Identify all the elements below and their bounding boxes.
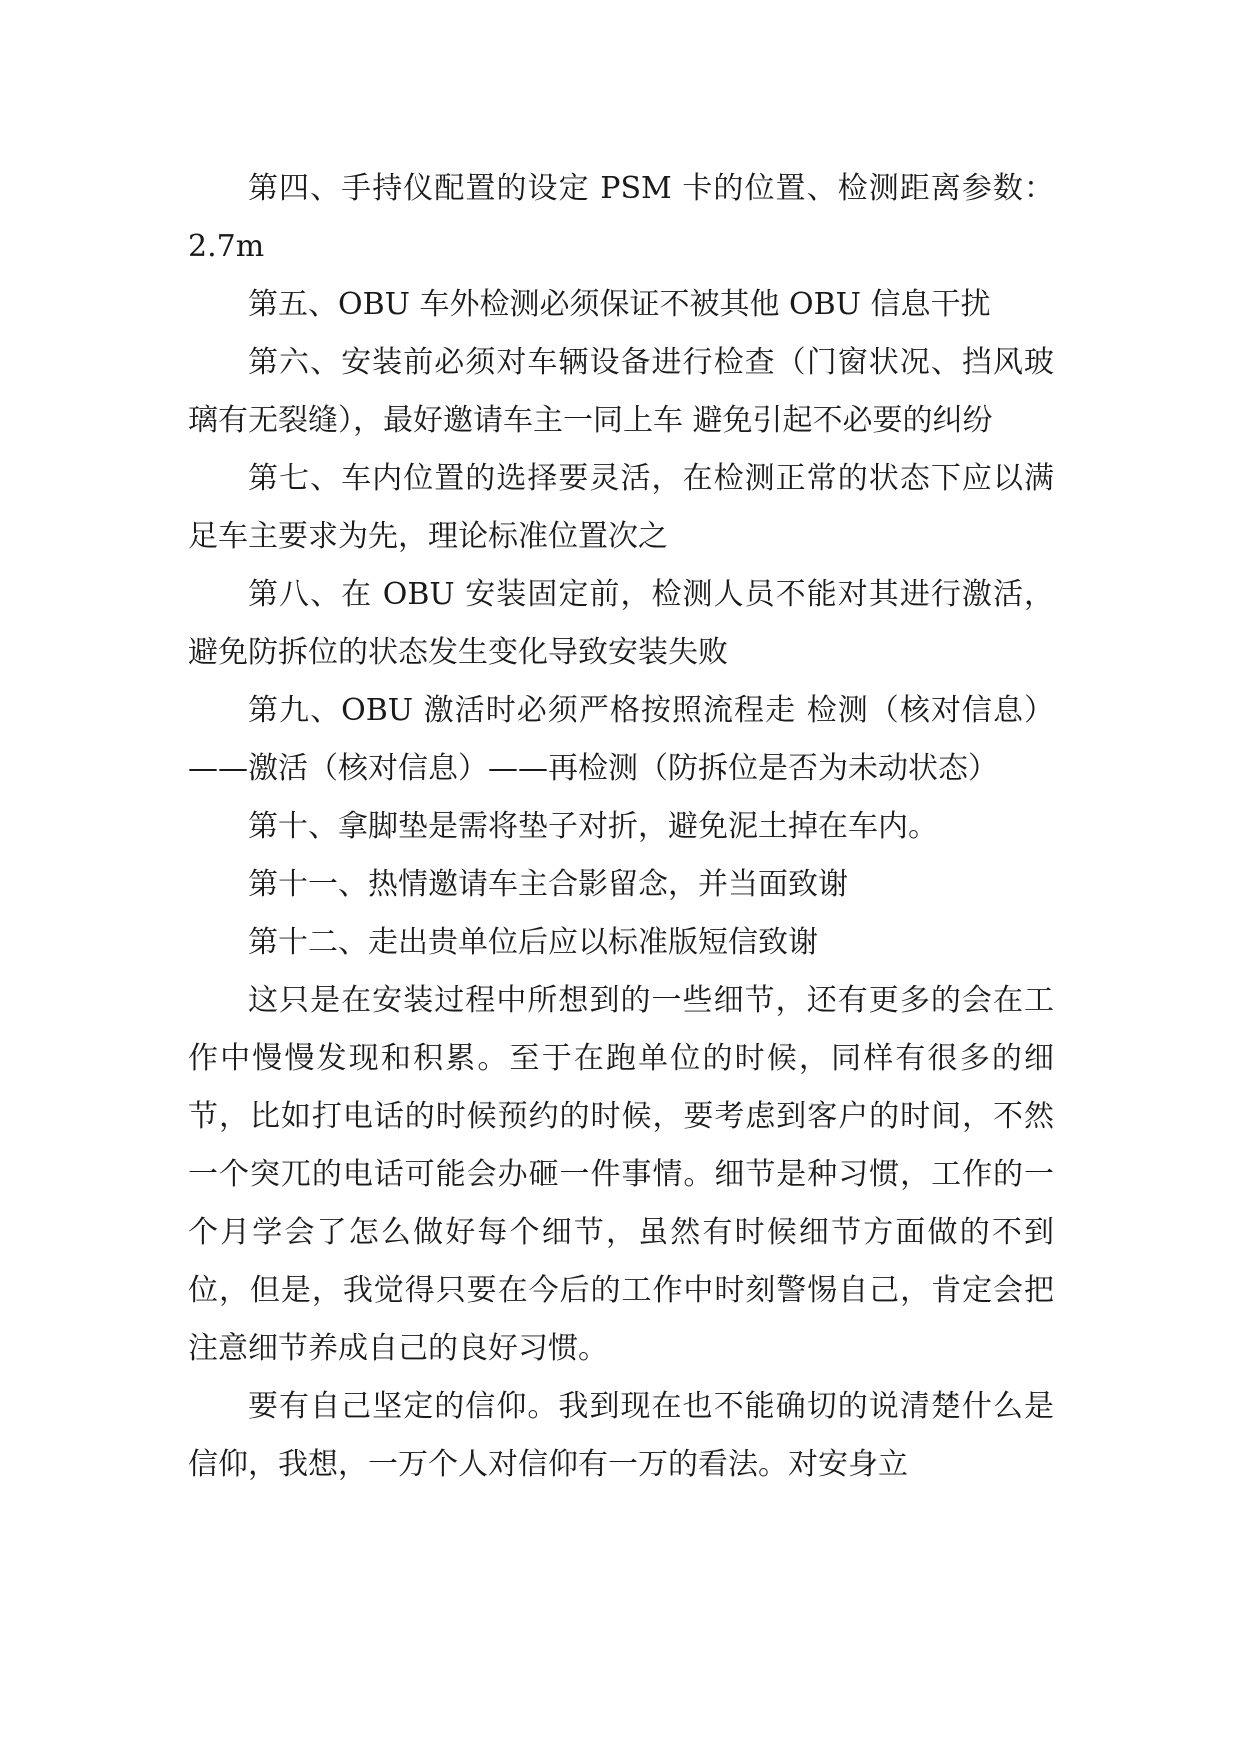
- paragraph-item-6: 第六、安装前必须对车辆设备进行检查（门窗状况、挡风玻璃有无裂缝），最好邀请车主一同上车 避免引起不必要的纠纷: [188, 345, 1054, 438]
- paragraph-item-8: 第八、在 OBU 安装固定前，检测人员不能对其进行激活，避免防拆位的状态发生变化导致安装失败: [188, 577, 1054, 670]
- paragraph-item-9: 第九、OBU 激活时必须严格按照流程走 检测（核对信息）——激活（核对信息）——再检测（防拆位是否为未动状态）: [188, 693, 1054, 786]
- paragraph-item-10: 第十、拿脚垫是需将垫子对折，避免泥土掉在车内。: [248, 809, 938, 844]
- paragraph-item-4: 第四、手持仪配置的设定 PSM 卡的位置、检测距离参数：2.7m: [188, 171, 1054, 264]
- paragraph-item-5: 第五、OBU 车外检测必须保证不被其他 OBU 信息干扰: [248, 287, 991, 322]
- document-body: [188, 160, 1054, 1494]
- paragraph-item-12: 第十二、走出贵单位后应以标准版短信致谢: [248, 925, 818, 960]
- paragraph-item-11: 第十一、热情邀请车主合影留念，并当面致谢: [248, 867, 848, 902]
- paragraph-details: 这只是在安装过程中所想到的一些细节，还有更多的会在工作中慢慢发现和积累。至于在跑单位的时候，同样有很多的细节，比如打电话的时候预约的时候，要考虑到客户的时间，不然一个突兀的电话可能会办砸一件事情。细节是种习惯，工作的一个月学会了怎么做好每个细节，虽然有时候细节方面做的不到位，但是，我觉得只要在今后的工作中时刻警惕自己，肯定会把注意细节养成自己的良好习惯。: [188, 983, 1054, 1366]
- paragraph-item-7: 第七、车内位置的选择要灵活，在检测正常的状态下应以满足车主要求为先，理论标准位置次之: [188, 461, 1054, 554]
- paragraph-belief: 要有自己坚定的信仰。我到现在也不能确切的说清楚什么是信仰，我想，一万个人对信仰有一万的看法。对安身立: [188, 1389, 1054, 1482]
